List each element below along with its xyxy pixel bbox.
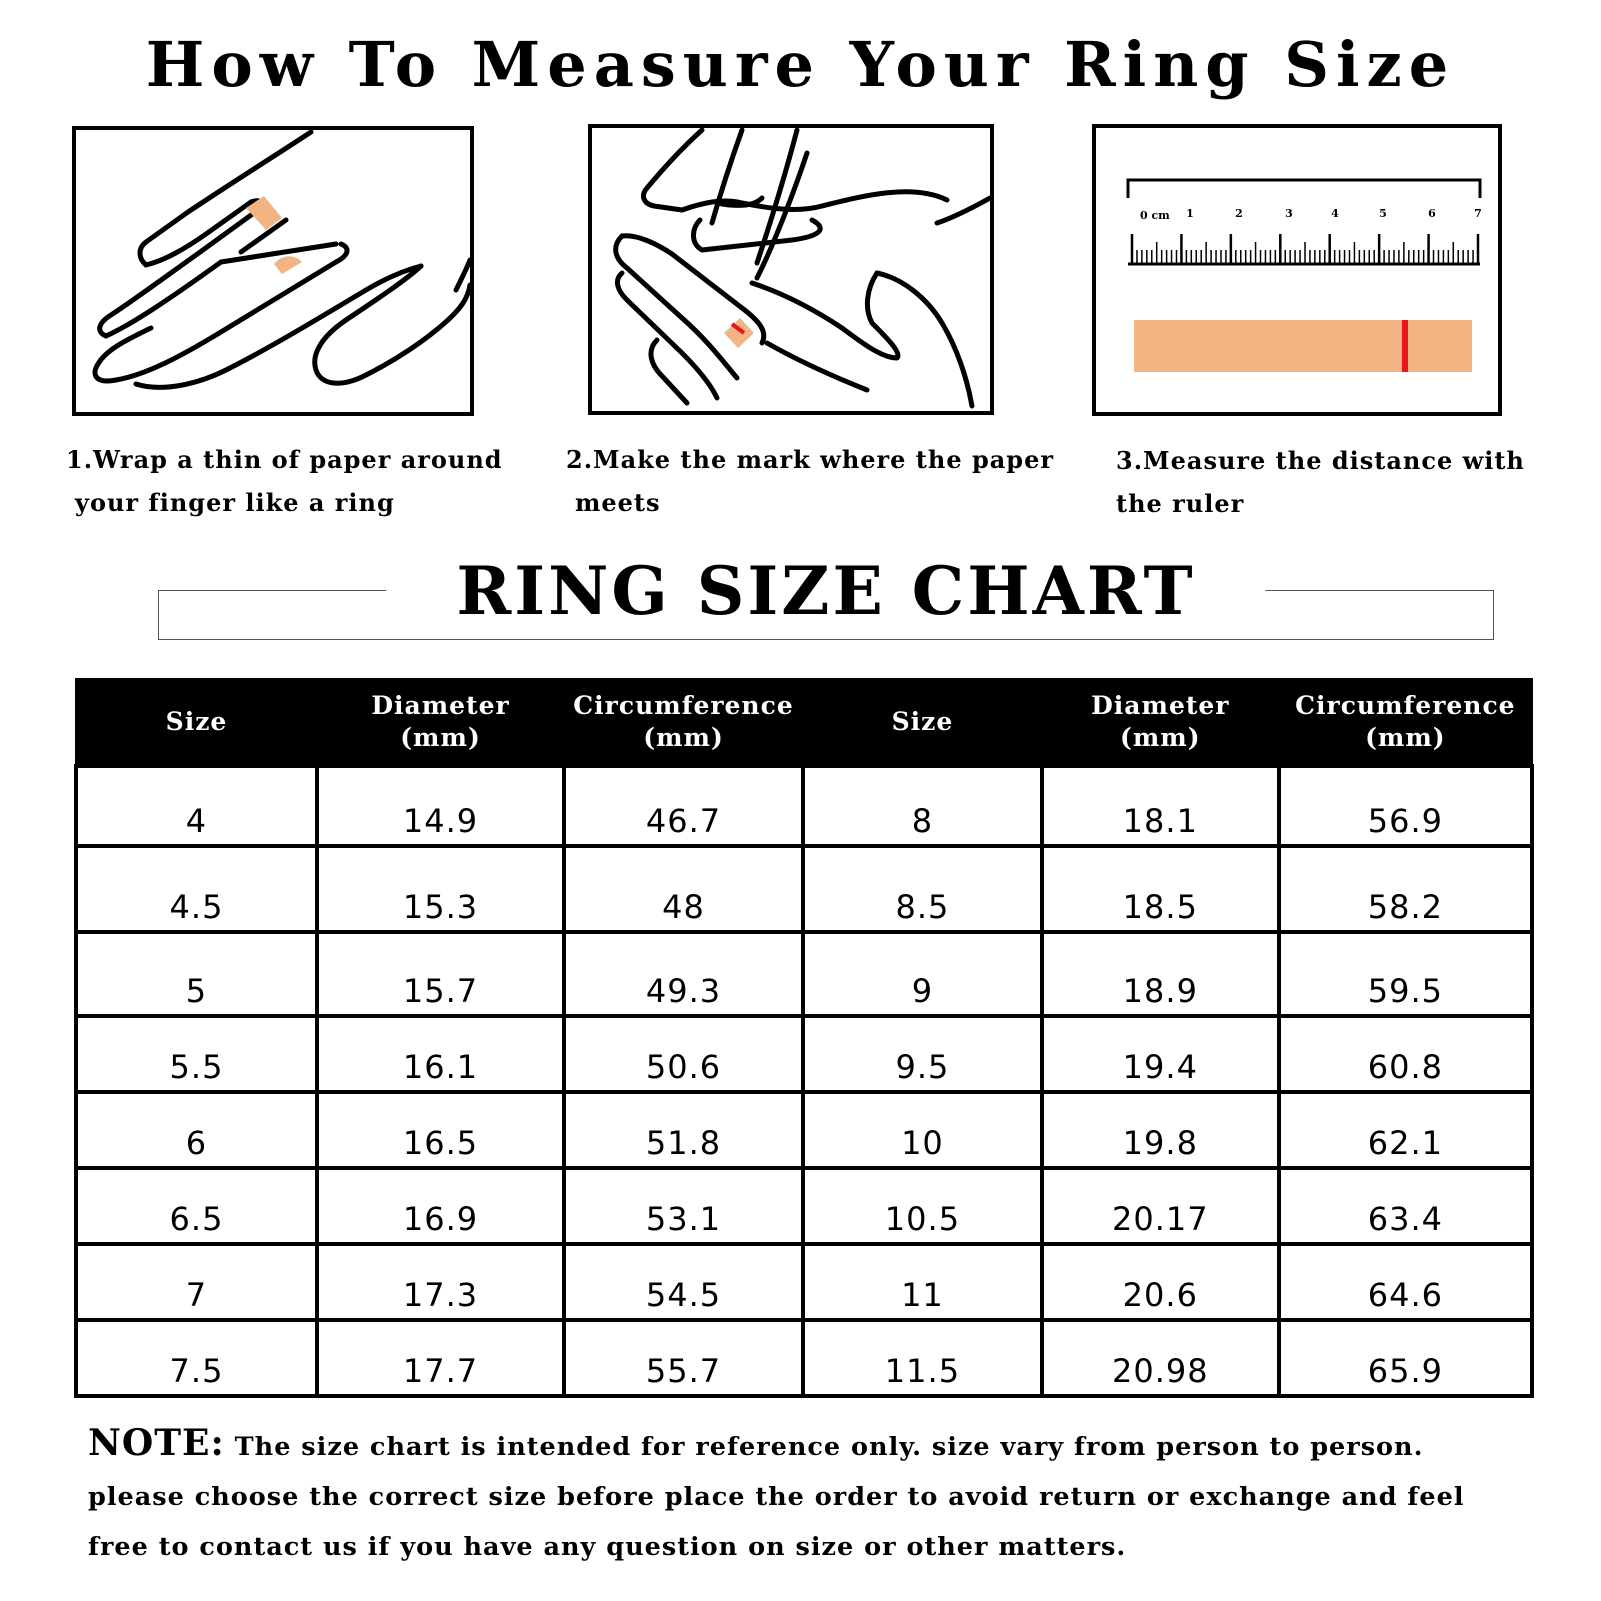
table-cell: 15.7 bbox=[317, 932, 564, 1016]
table-cell: 20.98 bbox=[1042, 1320, 1279, 1396]
ruler-label-4: 4 bbox=[1331, 207, 1339, 220]
table-cell: 46.7 bbox=[564, 766, 803, 846]
header-size: Size bbox=[76, 679, 317, 766]
table-cell: 62.1 bbox=[1279, 1092, 1532, 1168]
table-cell: 20.17 bbox=[1042, 1168, 1279, 1244]
ruler-label-5: 5 bbox=[1379, 207, 1387, 220]
table-cell: 14.9 bbox=[317, 766, 564, 846]
note-line-1: NOTE: The size chart is intended for reference only. size vary from person to person. bbox=[88, 1422, 1424, 1464]
header-circumference: Circumference (mm) bbox=[564, 679, 803, 766]
table-cell: 8 bbox=[803, 766, 1042, 846]
chart-title-banner bbox=[158, 552, 1494, 640]
table-cell: 9.5 bbox=[803, 1016, 1042, 1092]
table-cell: 59.5 bbox=[1279, 932, 1532, 1016]
step-2-line-2: meets bbox=[575, 488, 661, 517]
table-row bbox=[76, 766, 1532, 846]
table-cell: 53.1 bbox=[564, 1168, 803, 1244]
header-circumference-2: Circumference (mm) bbox=[1279, 679, 1532, 766]
table-cell: 5.5 bbox=[76, 1016, 317, 1092]
ruler-label-6: 6 bbox=[1428, 207, 1436, 220]
table-row bbox=[76, 1244, 1532, 1320]
note-line-3: free to contact us if you have any question on size or other matters. bbox=[88, 1532, 1127, 1562]
table-row bbox=[76, 846, 1532, 932]
table-cell: 6.5 bbox=[76, 1168, 317, 1244]
table-cell: 4 bbox=[76, 766, 317, 846]
note-text bbox=[88, 1418, 1558, 1572]
step-3-caption bbox=[1116, 439, 1525, 525]
ruler bbox=[1128, 180, 1482, 264]
note-line-2: please choose the correct size before place the order to avoid return or exchange and feel bbox=[88, 1482, 1465, 1512]
table-cell: 17.3 bbox=[317, 1244, 564, 1320]
header-size-2: Size bbox=[803, 679, 1042, 766]
table-cell: 5 bbox=[76, 932, 317, 1016]
step-1-line-2: your finger like a ring bbox=[75, 488, 395, 517]
table-cell: 18.9 bbox=[1042, 932, 1279, 1016]
step-3-line-1: 3.Measure the distance with bbox=[1116, 446, 1525, 475]
table-row bbox=[76, 1092, 1532, 1168]
table-cell: 20.6 bbox=[1042, 1244, 1279, 1320]
table-cell: 11.5 bbox=[803, 1320, 1042, 1396]
chart-title: RING SIZE CHART bbox=[386, 560, 1265, 622]
table-row bbox=[76, 932, 1532, 1016]
step-2-caption bbox=[566, 438, 1054, 524]
ruler-label-3: 3 bbox=[1285, 207, 1293, 220]
ring-size-table bbox=[74, 678, 1534, 1398]
table-cell: 56.9 bbox=[1279, 766, 1532, 846]
table-cell: 63.4 bbox=[1279, 1168, 1532, 1244]
table-cell: 16.1 bbox=[317, 1016, 564, 1092]
table-cell: 11 bbox=[803, 1244, 1042, 1320]
header-diameter: Diameter (mm) bbox=[317, 679, 564, 766]
ruler-label-7: 7 bbox=[1474, 207, 1482, 220]
table-cell: 16.5 bbox=[317, 1092, 564, 1168]
table-header-row bbox=[76, 679, 1532, 766]
table-cell: 8.5 bbox=[803, 846, 1042, 932]
table-cell: 51.8 bbox=[564, 1092, 803, 1168]
step-1-caption bbox=[66, 438, 503, 524]
paper-strip bbox=[1134, 320, 1472, 372]
table-cell: 58.2 bbox=[1279, 846, 1532, 932]
table-row bbox=[76, 1016, 1532, 1092]
table-cell: 19.8 bbox=[1042, 1092, 1279, 1168]
table-cell: 17.7 bbox=[317, 1320, 564, 1396]
table-cell: 4.5 bbox=[76, 846, 317, 932]
table-cell: 49.3 bbox=[564, 932, 803, 1016]
page-title: How To Measure Your Ring Size bbox=[145, 28, 1456, 101]
table-cell: 7.5 bbox=[76, 1320, 317, 1396]
table-cell: 50.6 bbox=[564, 1016, 803, 1092]
table-cell: 10 bbox=[803, 1092, 1042, 1168]
ruler-label-1: 1 bbox=[1186, 207, 1194, 220]
table-cell: 65.9 bbox=[1279, 1320, 1532, 1396]
paper-mark bbox=[1402, 320, 1408, 372]
table-cell: 10.5 bbox=[803, 1168, 1042, 1244]
header-diameter-2: Diameter (mm) bbox=[1042, 679, 1279, 766]
step-2-line-1: 2.Make the mark where the paper bbox=[566, 445, 1054, 474]
step-3-illustration bbox=[1092, 124, 1502, 416]
ruler-measure-icon bbox=[1096, 128, 1498, 412]
ruler-label-0: 0 cm bbox=[1140, 209, 1170, 222]
table-cell: 7 bbox=[76, 1244, 317, 1320]
table-cell: 60.8 bbox=[1279, 1016, 1532, 1092]
table-cell: 54.5 bbox=[564, 1244, 803, 1320]
table-cell: 64.6 bbox=[1279, 1244, 1532, 1320]
table-cell: 16.9 bbox=[317, 1168, 564, 1244]
step-1-illustration bbox=[72, 126, 474, 416]
table-cell: 18.5 bbox=[1042, 846, 1279, 932]
table-cell: 15.3 bbox=[317, 846, 564, 932]
table-cell: 19.4 bbox=[1042, 1016, 1279, 1092]
table-cell: 48 bbox=[564, 846, 803, 932]
step-2-illustration bbox=[588, 124, 994, 415]
note-label: NOTE: bbox=[88, 1422, 225, 1464]
table-row bbox=[76, 1320, 1532, 1396]
table-cell: 18.1 bbox=[1042, 766, 1279, 846]
ruler-label-2: 2 bbox=[1235, 207, 1243, 220]
hand-wrap-paper-icon bbox=[76, 130, 470, 412]
step-3-line-2: the ruler bbox=[1116, 489, 1245, 518]
table-cell: 55.7 bbox=[564, 1320, 803, 1396]
table-cell: 9 bbox=[803, 932, 1042, 1016]
step-1-line-1: 1.Wrap a thin of paper around bbox=[66, 445, 503, 474]
table-cell: 6 bbox=[76, 1092, 317, 1168]
hand-mark-paper-icon bbox=[592, 128, 990, 411]
table-row bbox=[76, 1168, 1532, 1244]
